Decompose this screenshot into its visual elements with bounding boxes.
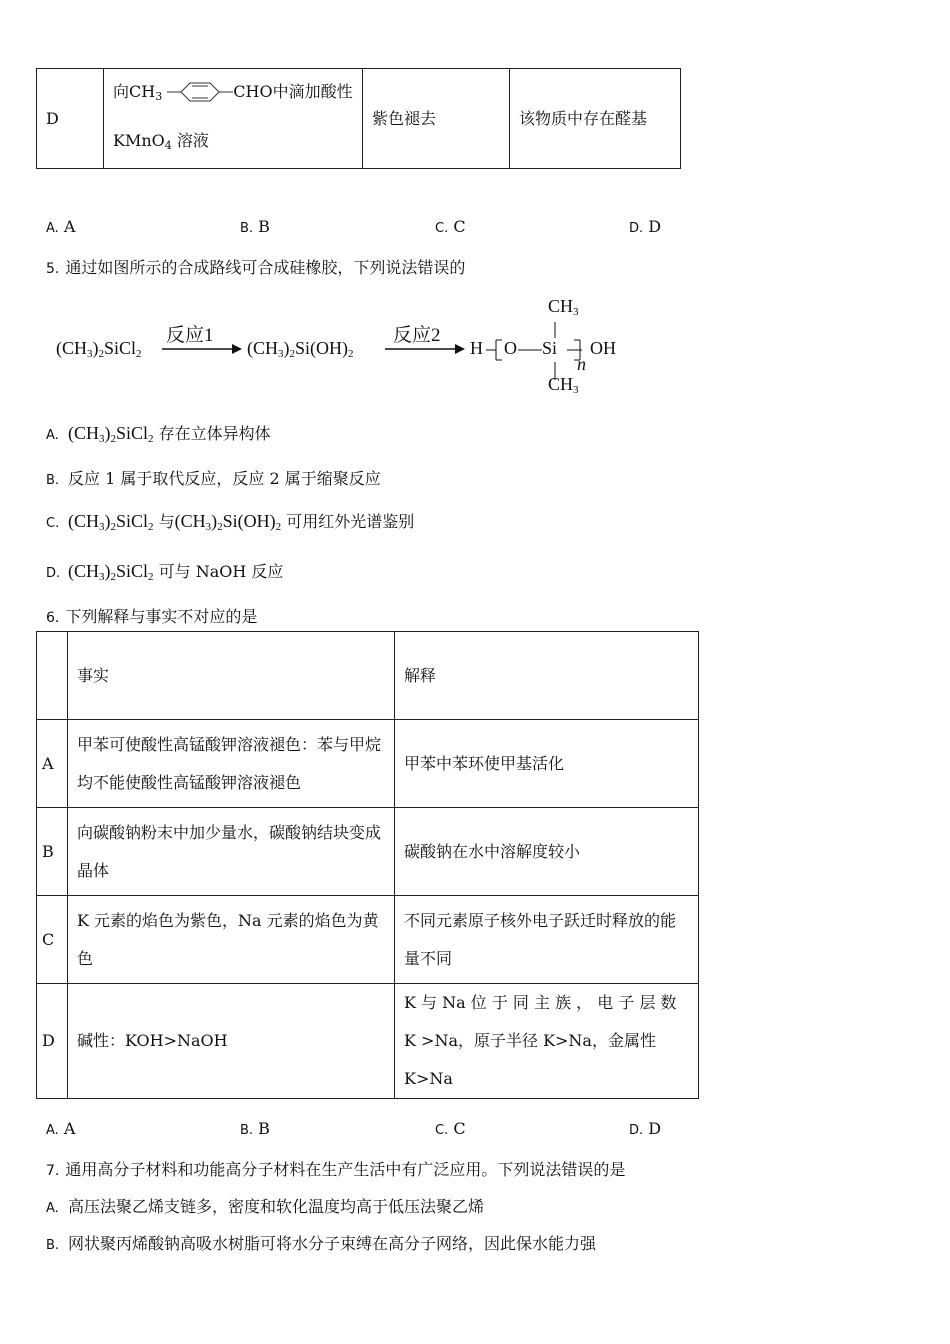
product-ch3-bottom: $CH_3$ [548, 374, 579, 396]
q4-option-a[interactable]: A. A [46, 217, 76, 236]
table-row [37, 808, 699, 896]
q4-option-d[interactable]: D. D [629, 217, 662, 236]
product-h: H [470, 338, 483, 358]
row-label: B [37, 808, 68, 896]
row-label: C [37, 896, 68, 984]
q4-option-b[interactable]: B. B [240, 217, 270, 236]
row-explain: 碳酸钠在水中溶解度较小 [395, 808, 699, 896]
table-row [37, 896, 699, 984]
q5-stem: 5. 通过如图所示的合成路线可合成硅橡胶，下列说法错误的 [46, 258, 466, 277]
q5-arrow2-label: 反应2 [393, 325, 441, 346]
table-row [37, 720, 699, 808]
q4-table [36, 68, 681, 169]
row-label: D [37, 984, 68, 1099]
reaction-arrow-icon [385, 343, 465, 355]
q6-header-explain: 解释 [395, 632, 699, 720]
q4-row-operation: 向$CH_3$ CHO中滴加酸性 KMnO$_4$ 溶液 [104, 69, 363, 169]
product-n: n [577, 354, 586, 374]
reaction-arrow-icon [162, 343, 242, 355]
q7-stem: 7. 通用高分子材料和功能高分子材料在生产生活中有广泛应用。下列说法错误的是 [46, 1160, 626, 1179]
row-explain: 甲苯中苯环使甲基活化 [395, 720, 699, 808]
benzene-ring-icon [167, 81, 233, 103]
q4-option-c[interactable]: C. C [435, 217, 466, 236]
q6-header-blank [37, 632, 68, 720]
q6-stem: 6. 下列解释与事实不对应的是 [46, 607, 258, 626]
product-ch3-top: $CH_3$ [548, 296, 579, 318]
q5-choice-a[interactable]: A. $(CH_3)_2SiCl_2$ 存在立体异构体 [46, 423, 271, 445]
row-fact: 碱性：KOH>NaOH [68, 984, 395, 1099]
q5-arrow1-label: 反应1 [166, 325, 214, 346]
q4-row-conclusion: 该物质中存在醛基 [510, 69, 681, 169]
q4-row-phenomenon: 紫色褪去 [363, 69, 510, 169]
q6-header-fact: 事实 [68, 632, 395, 720]
row-label: A [37, 720, 68, 808]
formula: $(CH_3)_2Si(OH)_2$ [174, 511, 282, 533]
q5-choice-d[interactable]: D. $(CH_3)_2SiCl_2$ 可与 NaOH 反应 [46, 561, 284, 583]
q6-option-d[interactable]: D. D [629, 1119, 662, 1138]
product-si: Si [542, 338, 558, 358]
q5-intermediate: $(CH_3)_2Si(OH)_2$ [247, 338, 354, 360]
q4-options [46, 217, 746, 239]
q4-row-label: D [37, 69, 104, 169]
formula: $(CH_3)_2SiCl_2$ [68, 511, 154, 533]
row-fact: K 元素的焰色为紫色，Na 元素的焰色为黄色 [68, 896, 395, 984]
q5-choice-b[interactable]: B. 反应 1 属于取代反应，反应 2 属于缩聚反应 [46, 469, 381, 488]
q6-option-b[interactable]: B. B [240, 1119, 270, 1138]
row-fact: 向碳酸钠粉末中加少量水，碳酸钠结块变成晶体 [68, 808, 395, 896]
table-row [37, 984, 699, 1099]
q7-choice-b[interactable]: B. 网状聚丙烯酸钠高吸水树脂可将水分子束缚在高分子网络，因此保水能力强 [46, 1234, 597, 1253]
row-explain: 不同元素原子核外电子跃迁时释放的能量不同 [395, 896, 699, 984]
q6-options [46, 1119, 746, 1141]
formula: $(CH_3)_2SiCl_2$ [68, 561, 154, 583]
q6-option-a[interactable]: A. A [46, 1119, 76, 1138]
product-o: O [504, 338, 517, 358]
q6-option-c[interactable]: C. C [435, 1119, 466, 1138]
q7-choice-a[interactable]: A. 高压法聚乙烯支链多，密度和软化温度均高于低压法聚乙烯 [46, 1197, 485, 1216]
q5-choice-c[interactable]: C. $(CH_3)_2SiCl_2$ 与$(CH_3)_2Si(OH)_2$ 可用红外光谱鉴别 [46, 511, 415, 533]
table-row [37, 632, 699, 720]
row-explain: K 与 Na 位 于 同 主 族 ， 电 子 层 数 K >Na，原子半径 K>Na，金属性 K>Na [395, 984, 699, 1099]
formula: $(CH_3)_2SiCl_2$ [68, 423, 154, 445]
product-oh: OH [590, 338, 616, 358]
q5-product [470, 294, 630, 404]
row-fact: 甲苯可使酸性高锰酸钾溶液褪色：苯与甲烷均不能使酸性高锰酸钾溶液褪色 [68, 720, 395, 808]
q5-reactant: $(CH_3)_2SiCl_2$ [56, 338, 142, 360]
q6-table [36, 631, 699, 1099]
